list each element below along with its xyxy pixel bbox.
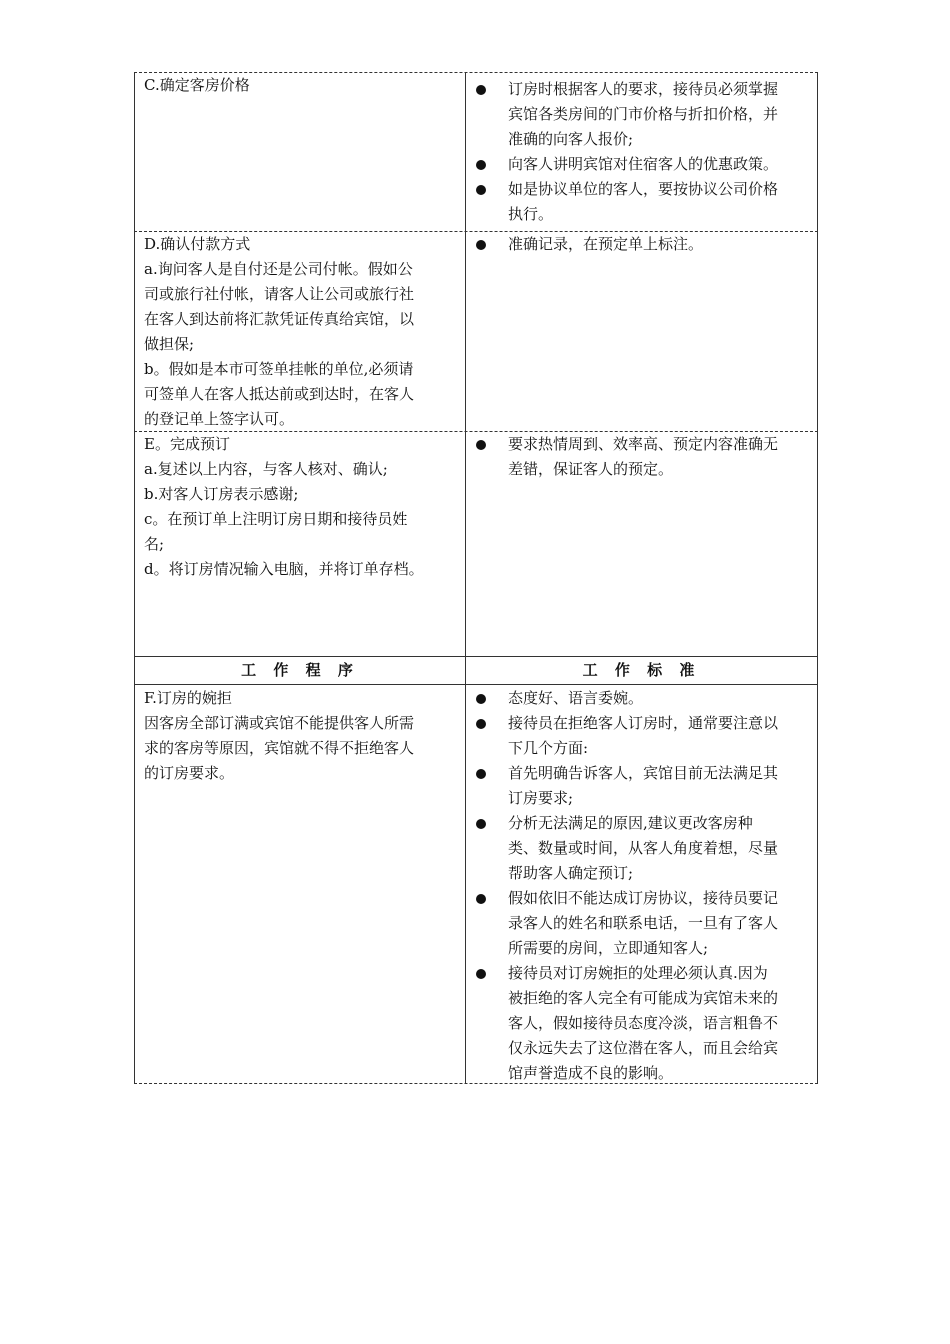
bullet-dot-icon — [476, 819, 486, 829]
standard-cell-f — [474, 686, 816, 1086]
text-line: 分析无法满足的原因,建议更改客房种 — [508, 814, 753, 832]
text-line: 接待员在拒绝客人订房时，通常要注意以 — [508, 714, 779, 732]
text-line: F.订房的婉拒 — [144, 689, 232, 707]
bullet-dot-icon — [476, 160, 486, 170]
column-header-procedure: 工 作 程 序 — [241, 661, 359, 679]
bullet-item — [474, 152, 816, 177]
text-line: 名; — [144, 535, 165, 553]
bullet-dot-icon — [476, 440, 486, 450]
text-line: 被拒绝的客人完全有可能成为宾馆未来的 — [508, 989, 779, 1007]
text-line: 做担保; — [144, 335, 195, 353]
standard-cell-d — [474, 232, 816, 257]
text-line: b.对客人订房表示感谢; — [144, 485, 299, 503]
bullet-dot-icon — [476, 769, 486, 779]
text-line: a.复述以上内容，与客人核对、确认; — [144, 460, 388, 478]
bullet-dot-icon — [476, 185, 486, 195]
text-line: 的订房要求。 — [144, 764, 235, 782]
bullet-item — [474, 77, 816, 152]
text-line: 因客房全部订满或宾馆不能提供客人所需 — [144, 714, 415, 732]
bullet-item — [474, 711, 816, 761]
procedure-cell-d — [144, 232, 460, 432]
text-line: 的登记单上签字认可。 — [144, 410, 295, 428]
text-line: 接待员对订房婉拒的处理必须认真.因为 — [508, 964, 768, 982]
procedure-cell-f — [144, 686, 460, 786]
bullet-item — [474, 232, 816, 257]
text-line: 宾馆各类房间的门市价格与折扣价格，并 — [508, 105, 779, 123]
procedure-cell-c — [144, 73, 460, 98]
text-line: 执行。 — [508, 205, 554, 223]
text-line: D.确认付款方式 — [144, 235, 251, 253]
text-line: 馆声誉造成不良的影响。 — [508, 1064, 674, 1082]
text-line: 所需要的房间，立即通知客人; — [508, 939, 709, 957]
column-header-standard: 工 作 标 准 — [582, 661, 701, 679]
table-border-right — [817, 72, 818, 1084]
text-line: c。在预订单上注明订房日期和接待员姓 — [144, 510, 408, 528]
text-line: 求的客房等原因，宾馆就不得不拒绝客人 — [144, 739, 415, 757]
standard-cell-c — [474, 77, 816, 227]
bullet-dot-icon — [476, 894, 486, 904]
bullet-item — [474, 177, 816, 227]
text-line: 下几个方面: — [508, 739, 589, 757]
text-line: 要求热情周到、效率高、预定内容准确无 — [508, 435, 779, 453]
text-line: 假如依旧不能达成订房协议，接待员要记 — [508, 889, 779, 907]
table-border-left — [134, 72, 135, 1084]
text-line: 司或旅行社付帐，请客人让公司或旅行社 — [144, 285, 415, 303]
text-line: b。假如是本市可签单挂帐的单位,必须请 — [144, 360, 414, 378]
text-line: 准确的向客人报价; — [508, 130, 634, 148]
bullet-dot-icon — [476, 969, 486, 979]
text-line: 态度好、语言委婉。 — [508, 689, 644, 707]
text-line: 订房要求; — [508, 789, 574, 807]
text-line: 向客人讲明宾馆对住宿客人的优惠政策。 — [508, 155, 779, 173]
procedure-cell-e — [144, 432, 460, 582]
text-line: 帮助客人确定预订; — [508, 864, 634, 882]
text-line: 录客人的姓名和联系电话，一旦有了客人 — [508, 914, 779, 932]
text-line: E。完成预订 — [144, 435, 230, 453]
bullet-item — [474, 811, 816, 886]
bullet-item — [474, 686, 816, 711]
bullet-item — [474, 886, 816, 961]
header-bottom-line — [134, 684, 818, 685]
bullet-item — [474, 761, 816, 811]
bullet-dot-icon — [476, 694, 486, 704]
text-line: 如是协议单位的客人，要按协议公司价格 — [508, 180, 779, 198]
text-line: C.确定客房价格 — [144, 76, 250, 94]
bullet-dot-icon — [476, 85, 486, 95]
bullet-item — [474, 432, 816, 482]
bullet-dot-icon — [476, 240, 486, 250]
text-line: 差错，保证客人的预定。 — [508, 460, 674, 478]
standard-cell-e — [474, 432, 816, 482]
text-line: a.询问客人是自付还是公司付帐。假如公 — [144, 260, 413, 278]
text-line: 订房时根据客人的要求，接待员必须掌握 — [508, 80, 779, 98]
text-line: 仅永远失去了这位潜在客人，而且会给宾 — [508, 1039, 779, 1057]
text-line: 首先明确告诉客人，宾馆目前无法满足其 — [508, 764, 779, 782]
bullet-dot-icon — [476, 719, 486, 729]
text-line: 可签单人在客人抵达前或到达时，在客人 — [144, 385, 415, 403]
text-line: 在客人到达前将汇款凭证传真给宾馆，以 — [144, 310, 415, 328]
text-line: d。将订房情况输入电脑，并将订单存档。 — [144, 560, 424, 578]
text-line: 准确记录，在预定单上标注。 — [508, 235, 704, 253]
text-line: 类、数量或时间，从客人角度着想，尽量 — [508, 839, 779, 857]
bullet-item — [474, 961, 816, 1086]
table-border-middle — [465, 72, 466, 1084]
text-line: 客人，假如接待员态度冷淡，语言粗鲁不 — [508, 1014, 779, 1032]
